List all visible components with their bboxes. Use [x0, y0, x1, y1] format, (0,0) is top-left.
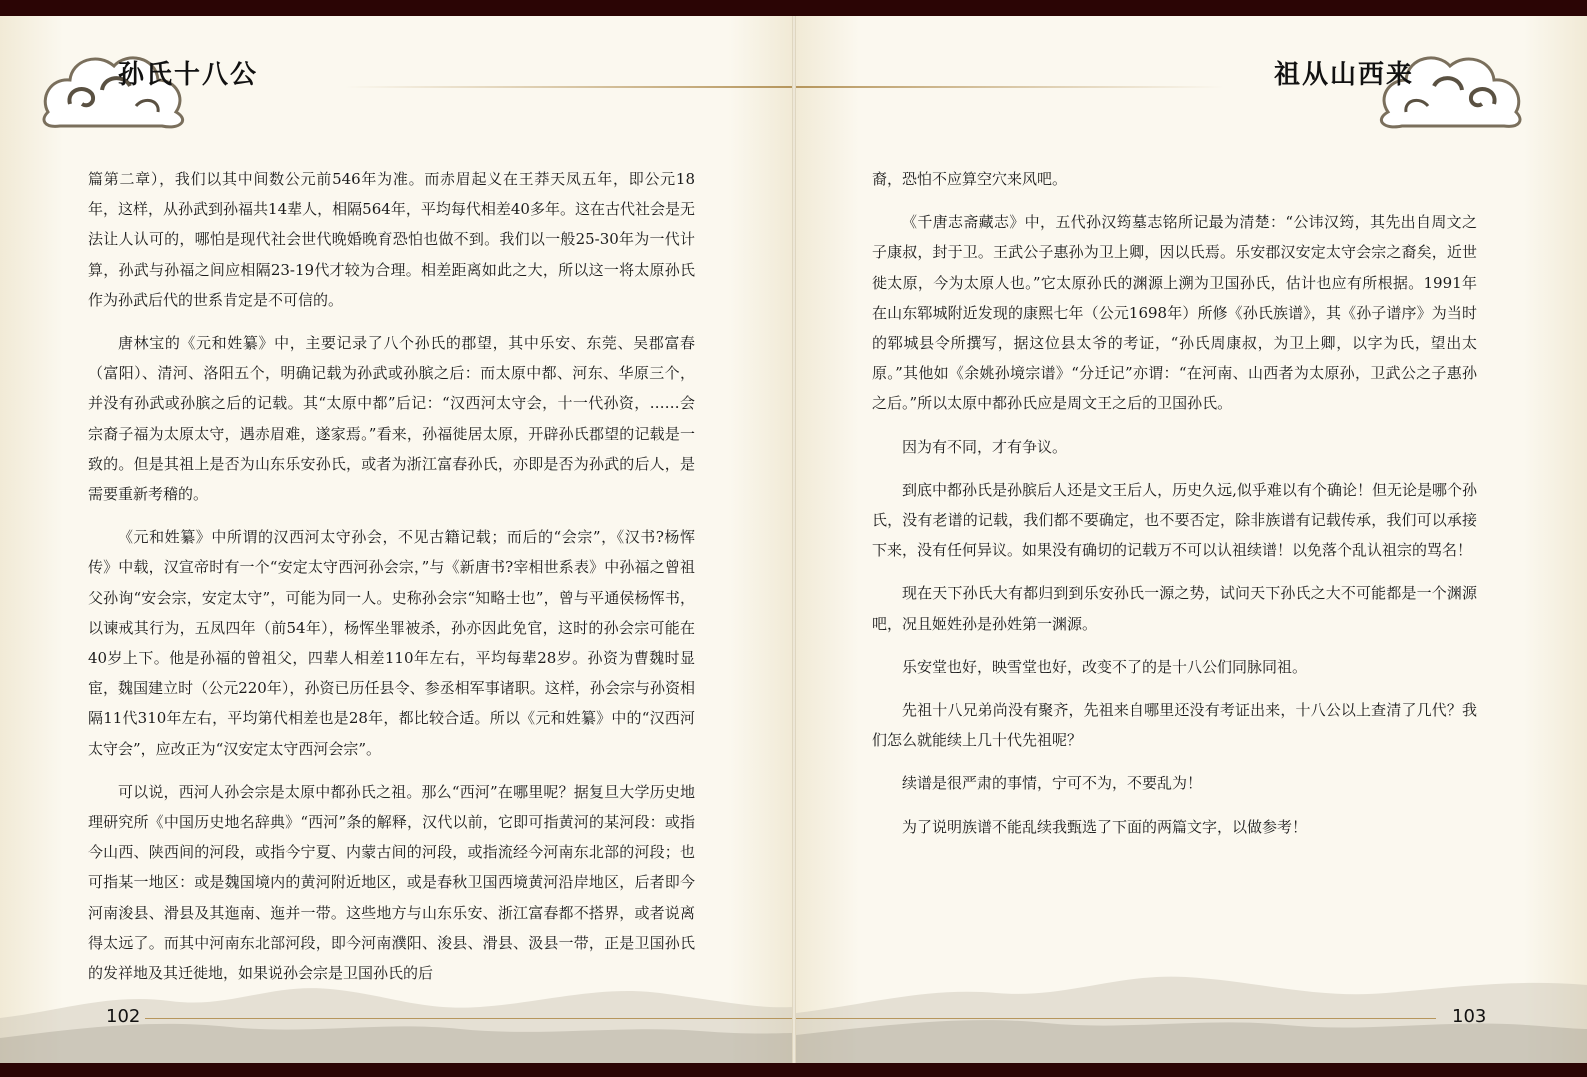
- paragraph: 《千唐志斋藏志》中，五代孙汉筠墓志铭所记最为清楚：“公讳汉筠，其先出自周文之子康叔，封于卫。王武公子惠孙为卫上卿，因以氏焉。乐安郡汉安定太守会宗之裔矣，近世徙太原，今为太原人也。”它太原孙氏的渊源上溯为卫国孙氏，估计也应有所根据。1991年在山东郓城附近发现的康熙七年（公元1698年）所修《孙氏族谱》，其《孙子谱序》为当时的郓城县令所撰写，据这位县太爷的考证，“孙氏周康叔，为卫上卿，以字为氏，望出太原。”其他如《余姚孙境宗谱》“分迁记”亦谓：“在河南、山西者为太原孙，卫武公之子惠孙之后。”所以太原中都孙氏应是周文王之后的卫国孙氏。: [872, 213, 1477, 413]
- header-right-title: 祖从山西来: [1274, 60, 1415, 90]
- paragraph: 到底中都孙氏是孙膑后人还是文王后人，历史久远,似乎难以有个确论！但无论是哪个孙氏，没有老谱的记载，我们都不要确定，也不要否定，除非族谱有记载传承，我们可以承接下来，没有任何异议。如果没有确切的记载万不可以认祖续谱！以免落个乱认祖宗的骂名！: [872, 480, 1477, 560]
- paragraph: 为了说明族谱不能乱续我甄选了下面的两篇文字，以做参考！: [902, 817, 1308, 836]
- paragraph: 《元和姓纂》中所谓的汉西河太守孙会，不见古籍记载；而后的“会宗”，《汉书?杨恽传》中载，汉宣帝时有一个“安定太守西河孙会宗，”与《新唐书?宰相世系表》中孙福之曾祖父孙询“安会宗，安定太守”，可能为同一人。史称孙会宗“知略士也”，曾与平通侯杨恽书，以谏戒其行为，五凤四年（前54年），杨恽坐罪被杀，孙亦因此免官，这时的孙会宗可能在40岁上下。他是孙福的曾祖父，四辈人相差110年左右，平均每辈28岁。孙资为曹魏时显宦，魏国建立时（公元220年），孙资已历任县令、参丞相军事诸职。这样，孙会宗与孙资相隔11代310年左右，平均第代相差也是28年，都比较合适。所以《元和姓纂》中的“汉西河太守会”，应改正为“汉安定太守西河会宗”。: [88, 528, 695, 758]
- header-left-title: 孙氏十八公: [118, 60, 259, 90]
- paragraph: 因为有不同，才有争议。: [902, 437, 1068, 456]
- paragraph: 续谱是很严肃的事情，宁可不为，不要乱为！: [902, 774, 1203, 793]
- paragraph: 裔，恐怕不应算空穴来风吧。: [872, 170, 1068, 188]
- left-page: [0, 16, 792, 1063]
- header-rule-right: [796, 86, 1224, 88]
- paragraph: 可以说，西河人孙会宗是太原中都孙氏之祖。那么“西河”在哪里呢？据复旦大学历史地理研究所《中国历史地名辞典》“西河”条的解释，汉代以前，它即可指黄河的某河段：或指今山西、陕西间的河段，或指今宁夏、内蒙古间的河段，或指流经今河南东北部的河段；也可指某一地区：或是魏国境内的黄河附近地区，或是春秋卫国西境黄河沿岸地区，后者即今河南浚县、滑县及其迤南、迤并一带。这些地方与山东乐安、浙江富春都不搭界，或者说离得太远了。而其中河南东北部河段，即今河南濮阳、浚县、滑县、汲县一带，正是卫国孙氏的发祥地及其迁徙地，如果说孙会宗是卫国孙氏的后: [88, 782, 695, 983]
- paragraph: 乐安堂也好，映雪堂也好，改变不了的是十八公们同脉同祖。: [902, 657, 1308, 676]
- bottom-border-bar: [0, 1063, 1587, 1077]
- paragraph: 唐林宝的《元和姓纂》中，主要记录了八个孙氏的郡望，其中乐安、东莞、吴郡富春（富阳）、清河、洛阳五个，明确记载为孙武或孙膑之后：而太原中都、河东、华原三个，并没有孙武或孙膑之后的记载。其“太原中都”后记：“汉西河太守会，十一代孙资，……会宗裔子福为太原太守，遇赤眉难，遂家焉。”看来，孙福徙居太原，开辟孙氏郡望的记载是一致的。但是其祖上是否为山东乐安孙氏，或者为浙江富春孙氏，亦即是否为孙武的后人，是需要重新考稽的。: [88, 334, 695, 504]
- right-page: [796, 16, 1587, 1063]
- right-body-text: [872, 164, 1477, 855]
- mountain-ink-backdrop-right: [796, 913, 1587, 1063]
- page-number-right: 103: [1452, 1006, 1487, 1027]
- footer-rule-left: [145, 1018, 792, 1019]
- paragraph: 篇第二章），我们以其中间数公元前546年为准。而赤眉起义在王莽天凤五年，即公元18年，这样，从孙武到孙福共14辈人，相隔564年，平均每代相差40多年。这在古代社会是无法让人认可的，哪怕是现代社会世代晚婚晚育恐怕也做不到。我们以一般25-30年为一代计算，孙武与孙福之间应相隔23-19代才较为合理。相差距离如此之大，所以这一将太原孙氏作为孙武后代的世系肯定是不可信的。: [88, 170, 695, 309]
- top-border-bar: [0, 0, 1587, 16]
- footer-rule-right: [796, 1018, 1436, 1019]
- paragraph: 现在天下孙氏大有都归到到乐安孙氏一源之势，试问天下孙氏之大不可能都是一个渊源吧，况且姬姓孙是孙姓第一渊源。: [872, 584, 1477, 633]
- left-body-text: [88, 164, 695, 1001]
- paragraph: 先祖十八兄弟尚没有聚齐，先祖来自哪里还没有考证出来，十八公以上查清了几代？我们怎么就能续上几十代先祖呢？: [872, 701, 1477, 750]
- page-number-left: 102: [106, 1006, 141, 1027]
- header-rule-left: [345, 86, 792, 88]
